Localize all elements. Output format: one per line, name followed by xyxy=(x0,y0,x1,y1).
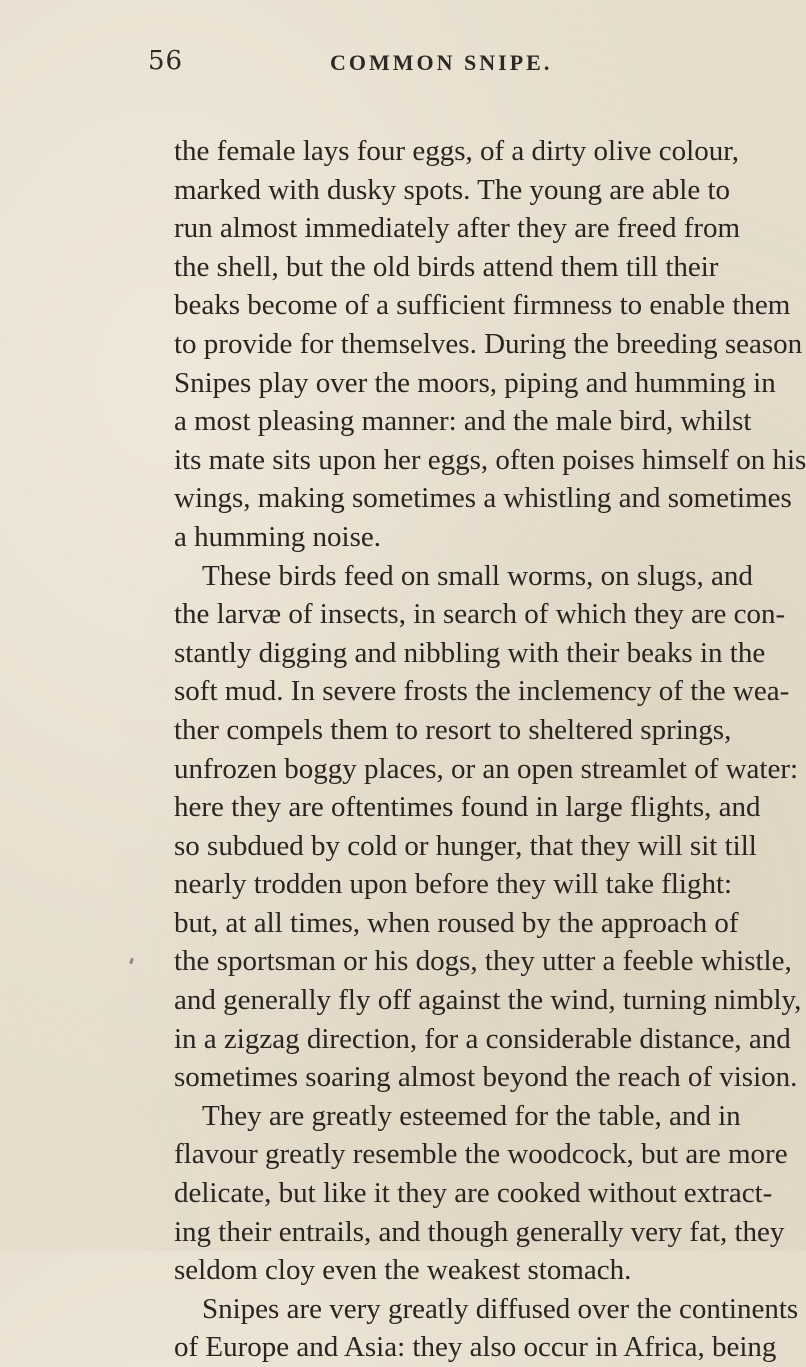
text-line: wings, making sometimes a whistling and sometimes xyxy=(174,482,792,515)
text-line: the sportsman or his dogs, they utter a feeble whistle, xyxy=(174,945,792,978)
text-line: stantly digging and nibbling with their beaks in the xyxy=(174,636,766,669)
paragraph-end-line: sometimes soaring almost beyond the reach of vision. xyxy=(174,1061,798,1094)
running-head xyxy=(148,46,708,86)
running-title: COMMON SNIPE. xyxy=(330,50,553,75)
text-line: unfrozen boggy places, or an open streamlet of water: xyxy=(174,752,799,785)
paragraph-start-line: These birds feed on small worms, on slugs, and xyxy=(202,559,753,592)
text-line: ther compels them to resort to sheltered springs, xyxy=(174,713,732,746)
text-line: to provide for themselves. During the breeding season xyxy=(174,327,803,360)
text-line: in a zigzag direction, for a considerable distance, and xyxy=(174,1022,791,1055)
text-line: soft mud. In severe frosts the inclemency of the wea- xyxy=(174,675,790,708)
paragraph-start-line: They are greatly esteemed for the table, and in xyxy=(202,1099,741,1132)
text-line: here they are oftentimes found in large flights, and xyxy=(174,791,761,824)
page-number: 56 xyxy=(148,46,184,76)
text-line: nearly trodden upon before they will take flight: xyxy=(174,868,733,901)
body-text xyxy=(174,132,806,1367)
text-line: its mate sits upon her eggs, often poises himself on his xyxy=(174,443,806,476)
text-line: ing their entrails, and though generally very fat, they xyxy=(174,1215,785,1248)
text-line: delicate, but like it they are cooked without extract- xyxy=(174,1177,773,1210)
text-line: run almost immediately after they are freed from xyxy=(174,212,741,245)
text-line: the larvæ of insects, in search of which they are con- xyxy=(174,598,786,631)
text-line: and generally fly off against the wind, turning nimbly, xyxy=(174,984,802,1017)
text-line: of Europe and Asia: they also occur in Africa, being xyxy=(174,1331,777,1364)
paragraph-end-line: seldom cloy even the weakest stomach. xyxy=(174,1254,632,1287)
text-line: marked with dusky spots. The young are able to xyxy=(174,173,730,206)
text-line: Snipes play over the moors, piping and humming in xyxy=(174,366,776,399)
text-line: flavour greatly resemble the woodcock, but are more xyxy=(174,1138,788,1171)
paragraph-end-line: a humming noise. xyxy=(174,520,382,553)
text-line: but, at all times, when roused by the approach of xyxy=(174,906,739,939)
text-line: the female lays four eggs, of a dirty olive colour, xyxy=(174,135,739,167)
text-line: the shell, but the old birds attend them till their xyxy=(174,250,719,283)
text-line: so subdued by cold or hunger, that they will sit till xyxy=(174,829,757,862)
text-line: beaks become of a sufficient firmness to enable them xyxy=(174,289,791,322)
ink-speck xyxy=(129,958,134,965)
paragraph-start-line: Snipes are very greatly diffused over the continents xyxy=(202,1292,799,1325)
text-line: a most pleasing manner: and the male bird, whilst xyxy=(174,405,752,438)
